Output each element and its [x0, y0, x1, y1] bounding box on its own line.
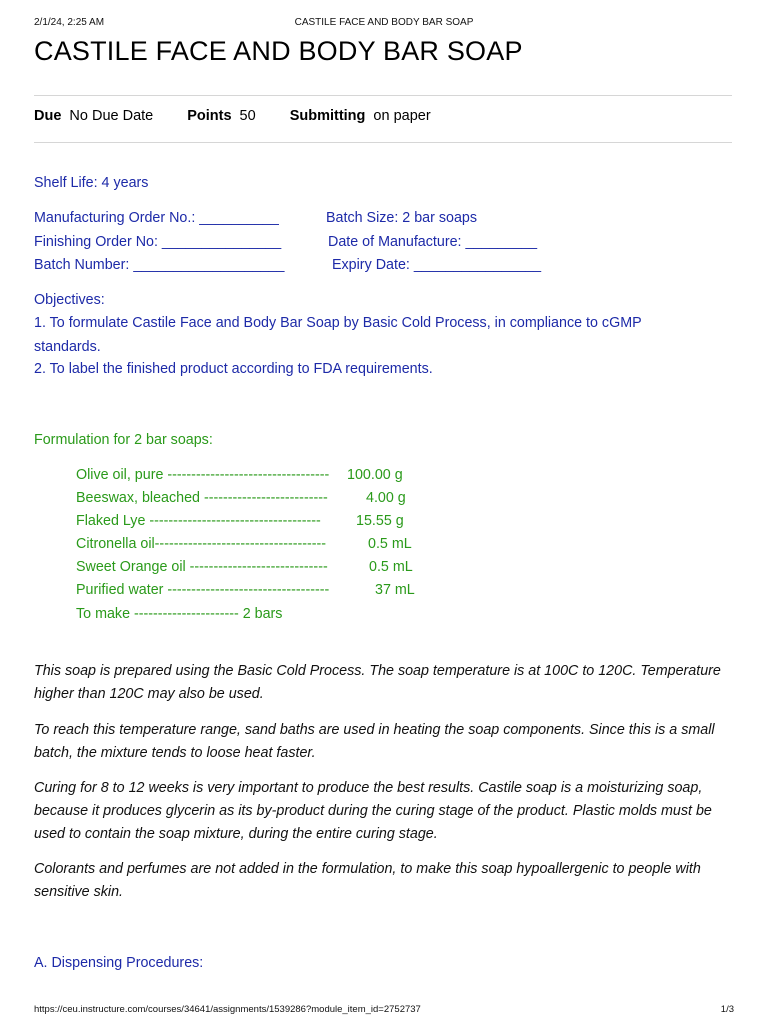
page-number: 1/3	[720, 1004, 734, 1015]
ingredient-amount: 37 mL	[375, 582, 415, 598]
divider-top	[34, 95, 732, 96]
batch-size: Batch Size: 2 bar soaps	[326, 210, 477, 226]
ingredient-name: Beeswax, bleached --------------------------	[76, 490, 328, 506]
ingredient-name: Sweet Orange oil -----------------------------	[76, 559, 328, 575]
ingredient-name: Olive oil, pure ----------------------------------	[76, 467, 330, 483]
ingredient-amount: 15.55 g	[356, 513, 404, 529]
paragraph: This soap is prepared using the Basic Cold Process. The soap temperature is at 100C to 120C. Temperature higher than 120C may also be used.	[34, 663, 721, 702]
ingredient-name: Purified water ----------------------------------	[76, 582, 330, 598]
ingredient-amount: 4.00 g	[366, 490, 406, 506]
ingredient-name: Flaked Lye ------------------------------------	[76, 513, 321, 529]
to-make: To make ---------------------- 2 bars	[76, 606, 283, 622]
paragraph: Curing for 8 to 12 weeks is very important to produce the best results. Castile soap is a moisturizing soap, because it produces glycerin as its by-product during the curing stage of the product. Plastic molds must be used to contain the soap mixture, during the entire curing stage.	[34, 780, 712, 842]
shelf-life: Shelf Life: 4 years	[34, 175, 149, 191]
points-value: 50	[239, 108, 256, 124]
points-label: Points	[187, 108, 232, 124]
batch-number: Batch Number: ___________________	[34, 257, 285, 273]
objective-1: 1. To formulate Castile Face and Body Bar Soap by Basic Cold Process, in compliance to cGMP	[34, 315, 642, 331]
objective-2: 2. To label the finished product according to FDA requirements.	[34, 361, 433, 377]
paragraph: To reach this temperature range, sand baths are used in heating the soap components. Since this is a small batch, the mixture tends to loose heat faster.	[34, 722, 715, 761]
print-header	[34, 17, 734, 31]
due-value: No Due Date	[69, 108, 154, 124]
due-label: Due	[34, 108, 62, 124]
paragraph: Colorants and perfumes are not added in the formulation, to make this soap hypoallergenic to people with sensitive skin.	[34, 861, 701, 900]
finishing-order: Finishing Order No: _______________	[34, 234, 282, 250]
ingredient-amount: 0.5 mL	[368, 536, 412, 552]
page-url: https://ceu.instructure.com/courses/34641/assignments/1539286?module_item_id=2752737	[34, 1004, 421, 1015]
ingredient-amount: 0.5 mL	[369, 559, 413, 575]
print-datetime: 2/1/24, 2:25 AM	[34, 17, 105, 28]
expiry-date: Expiry Date: ________________	[332, 257, 542, 273]
section-a-heading: A. Dispensing Procedures:	[34, 955, 204, 971]
submitting-label: Submitting	[289, 108, 366, 124]
assignment-meta	[34, 108, 465, 124]
date-of-manufacture: Date of Manufacture: _________	[328, 234, 538, 250]
formulation-heading: Formulation for 2 bar soaps:	[34, 432, 213, 448]
ingredient-amount: 100.00 g	[347, 467, 403, 483]
ingredient-name: Citronella oil------------------------------------	[76, 536, 327, 552]
objectives-heading: Objectives:	[34, 292, 105, 308]
mfg-order: Manufacturing Order No.: __________	[34, 210, 279, 226]
divider-meta	[34, 142, 732, 143]
submitting-value: on paper	[373, 108, 431, 124]
objective-1-cont: standards.	[34, 339, 101, 355]
print-title: CASTILE FACE AND BODY BAR SOAP	[294, 17, 474, 28]
page-title: CASTILE FACE AND BODY BAR SOAP	[34, 36, 523, 66]
